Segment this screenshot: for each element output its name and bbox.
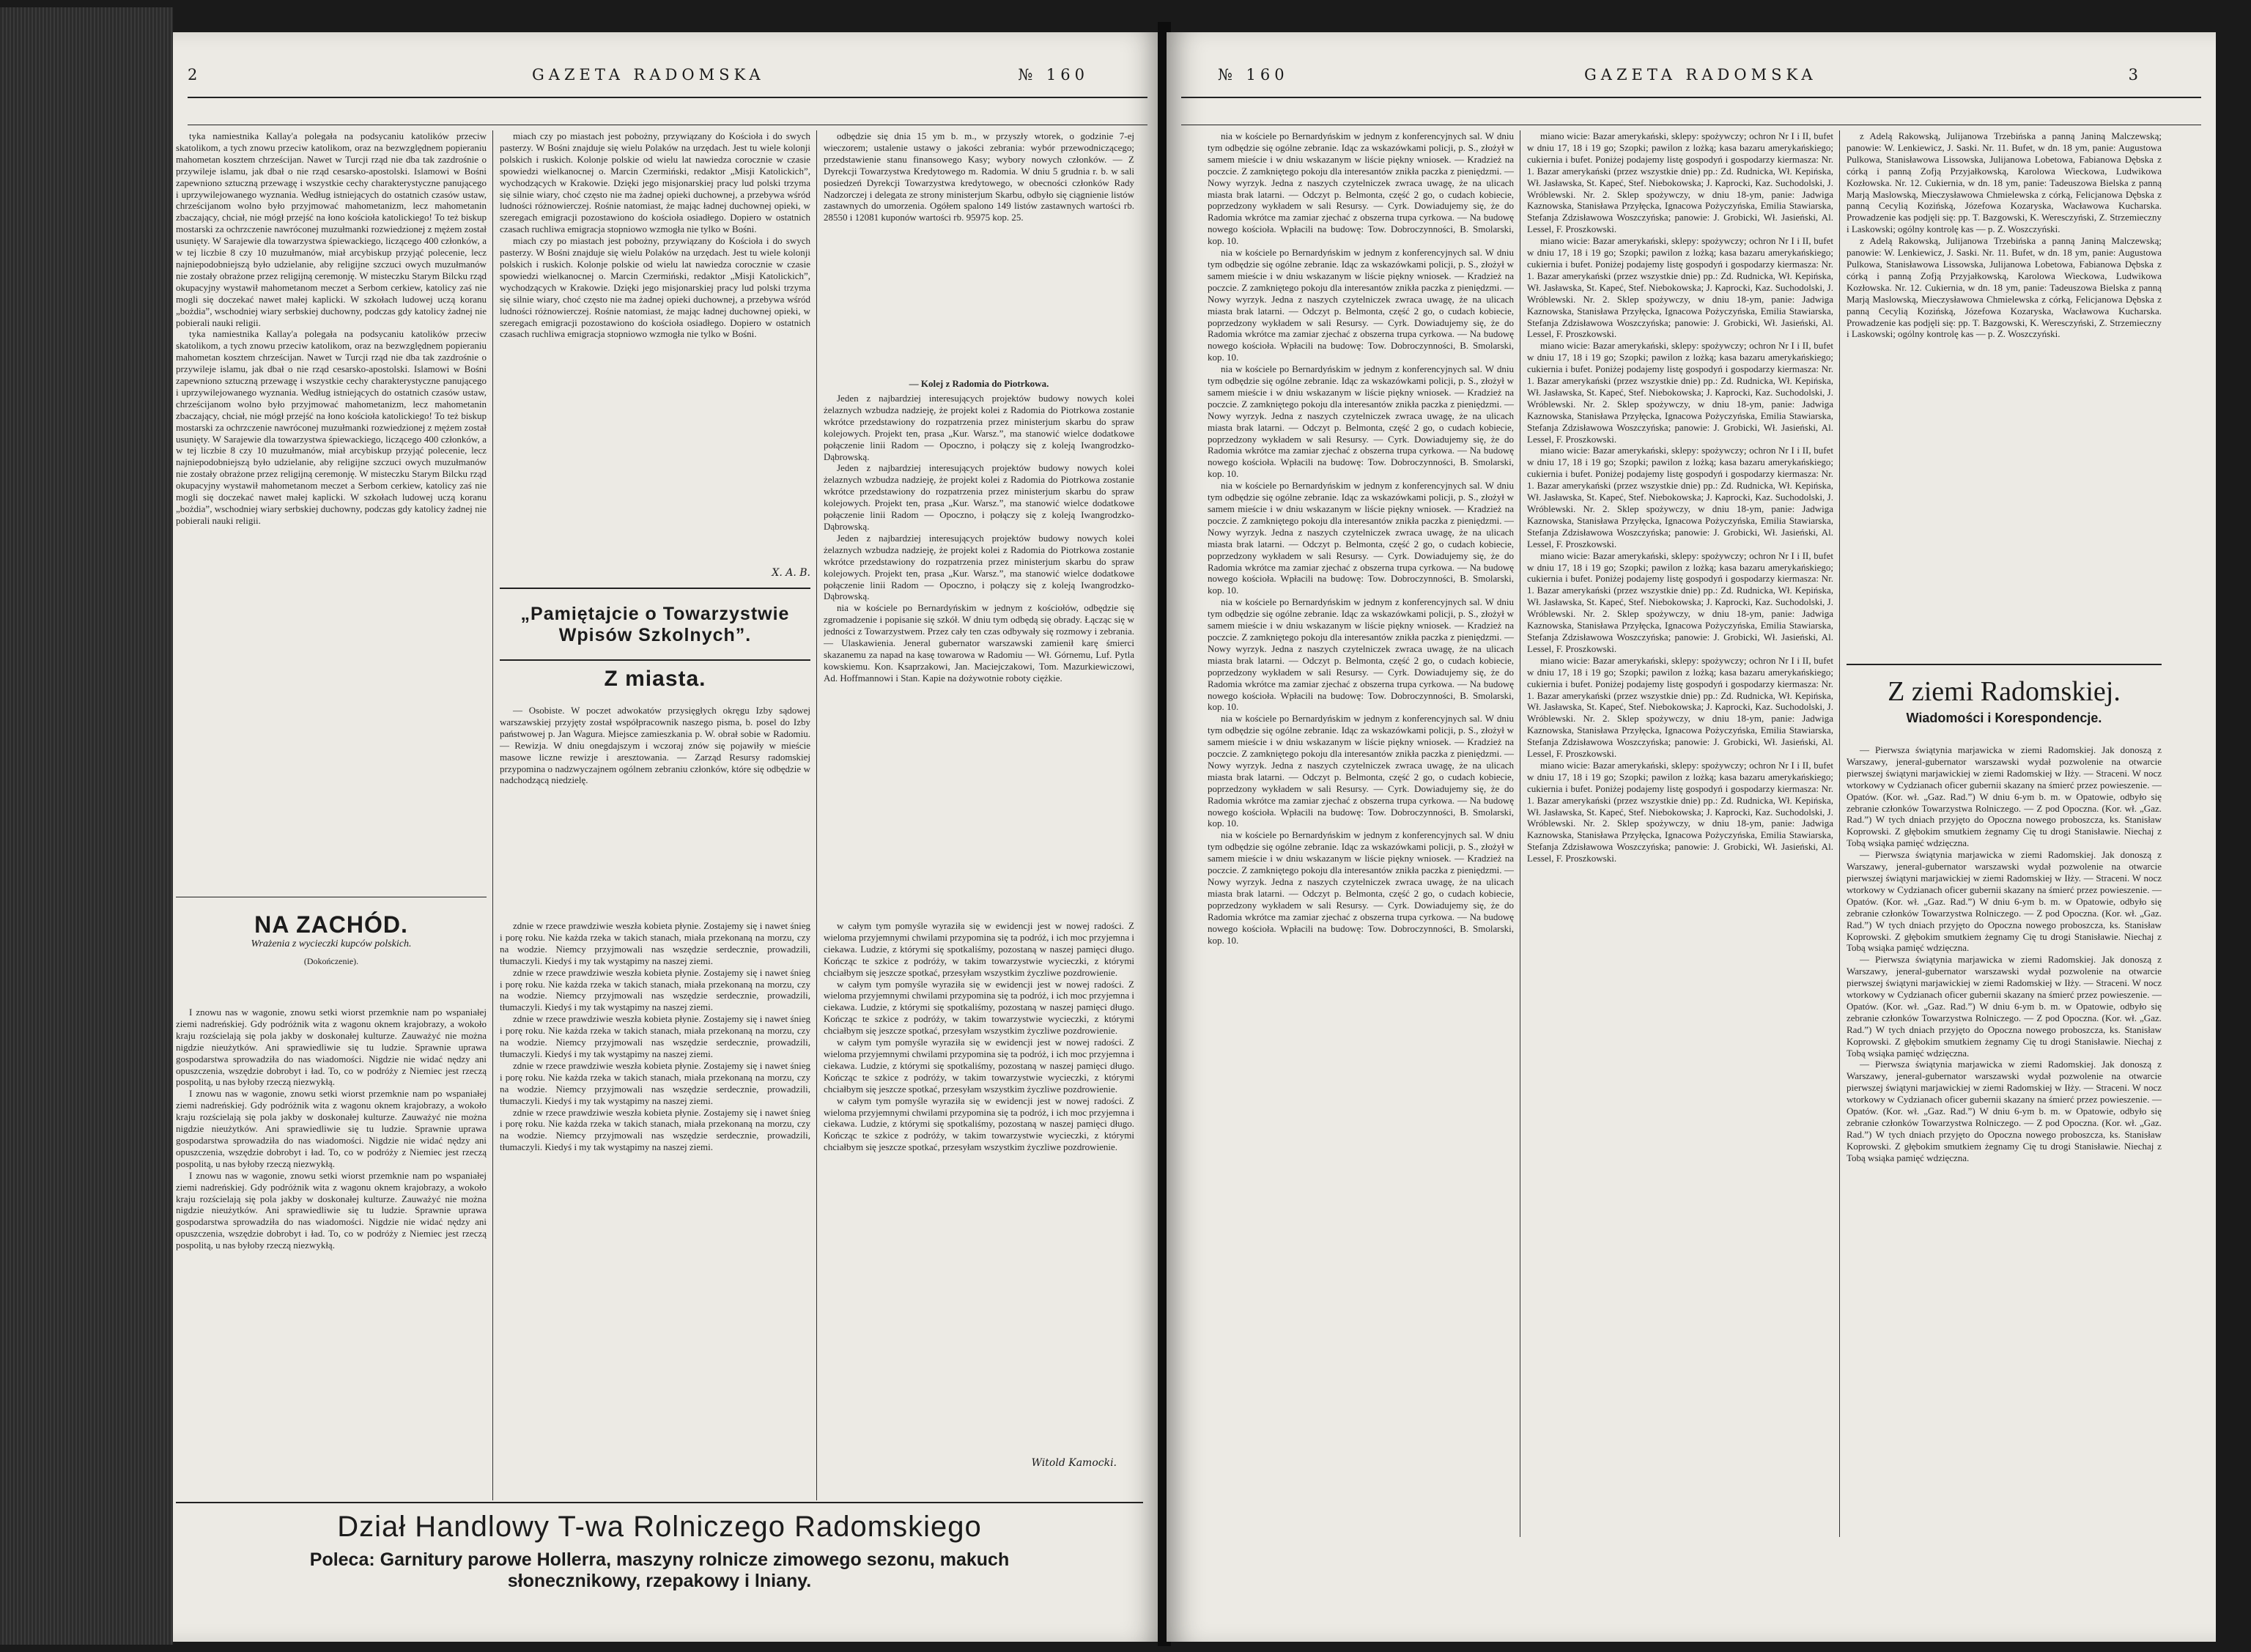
article-text: z Adelą Rakowską, Julijanowa Trzebińska a panną Janiną Malczewską; panowie: W. Lenkiewicz, J. Saski. Nr. 11. Bufet, w dn. 18 ym, panie: Augustowa Pulkowa, Stanisławowa Lissowska, Julijanowa Lobetowa, Fabianowa Dębska z córką i panną Zofją Przyjałkowską, Karolowa Wieckowa, Ludwikowa Kozłowska. Nr. 12. Cukiernia, w dn. 18 ym, panie: Tadeuszowa Bielska z panną Marją Maslowską, Mieczysławowa Chmielewska z córką, Felicjanowa Dębska z panną Cecylią Kozińską, Józefowa Kozaryska, Wacławowa Kucharska. Prowadzenie kas podjęli się: pp. T. Bazgowski, K. Weresczyński, Z. Strzemieczny i Laskowski; ogólny kontrolę kas — p. Z. Woszczyński.	[1847, 130, 2162, 235]
article-text: tyka namiestnika Kallay'a polegała na podsycaniu katolików przeciw skatolikom, a tych znowu przeciw katolikom, oraz na bezwzględnem popieraniu mahometan kosztem chrześcijan. Nawet w Turcji rząd nie dba tak zazdrośnie o przywileje islamu, jak dbał o nie rząd cesarsko-apostolski. Islamowi w Bośni zapewniono sztuczną przewagę i wszystkie cechy charakterystyczne panującego i uprzywilejowanego wyznania. Według istniejących do ostatnich czasów ustaw, chrześcijanom wolno było przyjmować mahometanizm, lecz mahometanin zbaczający, chciał, nie mógł przejść na łono kościoła katolickiego! To też biskup mostarski za ochrzczenie nawróconej muzułmanki rozwiedzionej z mężem został usunięty. W Sarajewie dla towarzystwa śpiewackiego, liczącego 400 członków, a w tej liczbie 8 czy 10 muzułmanów, miał arcybiskup przyjąć polecenie, lecz najniepodobniejszą było udzielanie, aby religijne szczuci owych muzułmanów nie zostały obrażone przez religijną ceremonję. W misteczku Starym Bilcku rząd okupacyjny wystawił mahometanom meczet a Serbom cerkiew, katolicy zaś nie mogli się doczekać nawet małej kaplicki. W szkołach ludowej uczą koranu „bożdia”, wschodniej wiary serbskiej duchowny, podczas gdy katolicy żadnej nie pobierali nauki religii.	[176, 328, 487, 526]
article-text: miano wicie: Bazar amerykański, sklepy: spożywczy; ochron Nr I i II, bufet w dniu 17, 18 i 19 go; Szopki; pawilon z lożką; kasa bazaru amerykańskiego; cukiernia i bufet. Poniżej podajemy listę gospodyń i gospodarzy kiermasza: Nr. 1. Bazar amerykański (przez wszystkie dnie) pp.: Zd. Rudnicka, Wł. Kepińska, Wł. Jasławska, St. Kapeć, Stef. Niebokowska; J. Kaprocki, Kaz. Suchodolski, J. Wróblewski. Nr. 2. Sklep spożywczy, w dniu 18-ym, panie: Jadwiga Kaznowska, Stanisława Przyłęcka, Ignacowa Pożyczyńska, Emilia Stawiarska, Stefanja Zdzisławowa Woszczyńska; panowie: J. Grobicki, Wł. Jasieński, Al. Lessel, F. Proszkowski.	[1527, 340, 1833, 445]
ad-rule	[176, 1502, 1143, 1503]
article-text: — Pierwsza świątynia marjawicka w ziemi Radomskiej. Jak donoszą z Warszawy, jeneral-gubernator warszawski wydał pozwolenie na otwarcie pierwszej świątyni marjawickiej w ziemi Radomskiej w Iłży. — Straceni. W nocz wtorkowy w Cydzianach oficer gubernii skazany na śmierć przez powieszenie. — Opatów. (Kor. wł. „Gaz. Rad.”) W dniu 6-ym b. m. w Opatowie, odbyło się zebranie członków Towarzystwa Rolniczego. — Z pod Opoczna. (Kor. wł. „Gaz. Rad.”) W tych dniach przyjęto do Opoczna nowego proboszcza, ks. Stanisław Koprowski. Z głębokim smutkiem żegnamy Cię tu drogi Stanisławie. Niechaj z Tobą wsiąka pamięć wdzięczna.	[1847, 744, 2162, 849]
article-text: tyka namiestnika Kallay'a polegała na podsycaniu katolików przeciw skatolikom, a tych znowu przeciw katolikom, oraz na bezwzględnem popieraniu mahometan kosztem chrześcijan. Nawet w Turcji rząd nie dba tak zazdrośnie o przywileje islamu, jak dbał o nie rząd cesarsko-apostolski. Islamowi w Bośni zapewniono sztuczną przewagę i wszystkie cechy charakterystyczne panującego i uprzywilejowanego wyznania. Według istniejących do ostatnich czasów ustaw, chrześcijanom wolno było przyjmować mahometanizm, lecz mahometanin zbaczający, chciał, nie mógł przejść na łono kościoła katolickiego! To też biskup mostarski za ochrzczenie nawróconej muzułmanki rozwiedzionej z mężem został usunięty. W Sarajewie dla towarzystwa śpiewackiego, liczącego 400 członków, a w tej liczbie 8 czy 10 muzułmanów, miał arcybiskup przyjąć polecenie, lecz najniepodobniejszą było udzielanie, aby religijne szczuci owych muzułmanów nie zostały obrażone przez religijną ceremonję. W misteczku Starym Bilcku rząd okupacyjny wystawił mahometanom meczet a Serbom cerkiew, katolicy zaś nie mogli się doczekać nawet małej kaplicki. W szkołach ludowej uczą koranu „bożdia”, wschodniej wiary serbskiej duchowny, podczas gdy katolicy żadnej nie pobierali nauki religii.	[176, 130, 487, 328]
article-text: miano wicie: Bazar amerykański, sklepy: spożywczy; ochron Nr I i II, bufet w dniu 17, 18 i 19 go; Szopki; pawilon z lożką; kasa bazaru amerykańskiego; cukiernia i bufet. Poniżej podajemy listę gospodyń i gospodarzy kiermasza: Nr. 1. Bazar amerykański (przez wszystkie dnie) pp.: Zd. Rudnicka, Wł. Kepińska, Wł. Jasławska, St. Kapeć, Stef. Niebokowska; J. Kaprocki, Kaz. Suchodolski, J. Wróblewski. Nr. 2. Sklep spożywczy, w dniu 18-ym, panie: Jadwiga Kaznowska, Stanisława Przyłęcka, Ignacowa Pożyczyńska, Emilia Stawiarska, Stefanja Zdzisławowa Woszczyńska; panowie: J. Grobicki, Wł. Jasieński, Al. Lessel, F. Proszkowski.	[1527, 235, 1833, 340]
article-text: zdnie w rzece prawdziwie weszła kobieta płynie. Zostajemy się i nawet śnieg i porę roku. Nie każda rzeka w takich stanach, miała przekonaną na morzu, czy na wodzie. Niemcy przyjmowali nas wszędzie serdecznie, prowadzili, tłumaczyli. Kiedyś i my tak wystąpimy na naszej ziemi.	[500, 1059, 810, 1106]
article-signature: X. A. B.	[772, 567, 810, 579]
left-column-2	[500, 130, 810, 563]
article-text: — Pierwsza świątynia marjawicka w ziemi Radomskiej. Jak donoszą z Warszawy, jeneral-gubernator warszawski wydał pozwolenie na otwarcie pierwszej świątyni marjawickiej w ziemi Radomskiej w Iłży. — Straceni. W nocz wtorkowy w Cydzianach oficer gubernii skazany na śmierć przez powieszenie. — Opatów. (Kor. wł. „Gaz. Rad.”) W dniu 6-ym b. m. w Opatowie, odbyło się zebranie członków Towarzystwa Rolniczego. — Z pod Opoczna. (Kor. wł. „Gaz. Rad.”) W tych dniach przyjęto do Opoczna nowego proboszcza, ks. Stanisław Koprowski. Z głębokim smutkiem żegnamy Cię tu drogi Stanisławie. Niechaj z Tobą wsiąka pamięć wdzięczna.	[1847, 849, 2162, 954]
na-zachod-subtitle: Wrażenia z wycieczki kupców polskich.	[251, 938, 412, 949]
z-ziemi-column	[1847, 744, 2162, 1536]
section-rule	[500, 588, 810, 589]
article-text: nia w kościele po Bernardyńskim w jednym z konferencyjnych sal. W dniu tym odbędzie się ogólne zebranie. Idąc za wskazówkami policji, p. S., złożył w samem mieście i w dniu wskazanym w liście piękny wniosek. — Kradzież na poczcie. Z zamkniętego pokoju dla interesantów znikła paczka z pieniędzmi. — Nowy wyrzyk. Jedna z naszych czytelniczek zwraca uwagę, że na ulicach miasta brak latarni. — Odczyt p. Belmonta, część 2 go, o cudach kobiecie, poprzedzony wykładem w sali Resursy. — Cyrk. Dowiadujemy się, że do Radomia wkrótce ma zamiar zjechać z obszerna trupa cyrkowa. — Na budowę nowego kościoła. Wpłacili na budowę: Tow. Dobroczynności, B. Smolarski, kop. 10.	[1208, 130, 1514, 247]
left-page-header	[188, 66, 1147, 95]
article-text: miach czy po miastach jest pobożny, przywiązany do Kościoła i do swych pasterzy. W Bośni znajduje się wielu Polaków na urzędach. Jest tu wiele kolonji polskich i ruskich. Kolonje polskie od wielu lat nawiedza corocznie w czasie spowiedzi wielkanocnej o. Marcin Czermiński, redaktor „Misji Katolickich”, wychodzących w Krakowie. Dzięki jego misjonarskiej pracy lud polski trzyma się silnie wiary, choć często nie ma żadnej opieki duchownej, a przebywa wśród ludności różnowierczej. Rośnie natomiast, że mając ładnej duchownej opieki, w szeregach emigracji pozostawiono do kościoła osiadłego. Dopiero w ostatnich czasach ruchliwa emigracja stopniowo wzmogła nie tylko w Bośni.	[500, 130, 810, 235]
article-text: w całym tym pomyśle wyraziła się w ewidencji jest w nowej radości. Z wieloma przyjemnymi chwilami przypomina się ta podróż, i ich moc przyjemna i ciekawa. Ludzie, z którymi się spotkaliśmy, pozostaną w naszej pamięci długo. Kończąc te szkice z podróży, w takim towarzystwie wycieczki, z którymi chciałbym się jeszcze spotkać, przesyłam wszystkim życzliwe pozdrowienie.	[824, 978, 1134, 1037]
right-header-rule	[1181, 97, 2201, 98]
ad-title: Dział Handlowy T-wa Rolniczego Radomskiego	[337, 1511, 982, 1543]
na-zachod-title: NA ZACHÓD.	[254, 911, 408, 938]
article-text: w całym tym pomyśle wyraziła się w ewidencji jest w nowej radości. Z wieloma przyjemnymi chwilami przypomina się ta podróż, i ich moc przyjemna i ciekawa. Ludzie, z którymi się spotkaliśmy, pozostaną w naszej pamięci długo. Kończąc te szkice z podróży, w takim towarzystwie wycieczki, z którymi chciałbym się jeszcze spotkać, przesyłam wszystkim życzliwe pozdrowienie.	[824, 1094, 1134, 1153]
right-column-1	[1208, 130, 1514, 1537]
article-text: nia w kościele po Bernardyńskim w jednym z konferencyjnych sal. W dniu tym odbędzie się ogólne zebranie. Idąc za wskazówkami policji, p. S., złożył w samem mieście i w dniu wskazanym w liście piękny wniosek. — Kradzież na poczcie. Z zamkniętego pokoju dla interesantów znikła paczka z pieniędzmi. — Nowy wyrzyk. Jedna z naszych czytelniczek zwraca uwagę, że na ulicach miasta brak latarni. — Odczyt p. Belmonta, część 2 go, o cudach kobiecie, poprzedzony wykładem w sali Resursy. — Cyrk. Dowiadujemy się, że do Radomia wkrótce ma zamiar zjechać z obszerna trupa cyrkowa. — Na budowę nowego kościoła. Wpłacili na budowę: Tow. Dobroczynności, B. Smolarski, kop. 10.	[1208, 829, 1514, 946]
article-text: w całym tym pomyśle wyraziła się w ewidencji jest w nowej radości. Z wieloma przyjemnymi chwilami przypomina się ta podróż, i ich moc przyjemna i ciekawa. Ludzie, z którymi się spotkaliśmy, pozostaną w naszej pamięci długo. Kończąc te szkice z podróży, w takim towarzystwie wycieczki, z którymi chciałbym się jeszcze spotkać, przesyłam wszystkim życzliwe pozdrowienie.	[824, 920, 1134, 978]
ad-line-1: Poleca: Garnitury parowe Hollerra, maszyny rolnicze zimowego sezonu, makuch	[309, 1549, 1010, 1570]
article-text: odbędzie się dnia 15 ym b. m., w przyszły wtorek, o godzinie 7-ej wieczorem; ustalenie ustawy o jakości zebrania: wybór przewodniczącego; przedstawienie stanu finansowego Kasy; wybory nowych członków. — Z Dyrekcji Towarzystwa Kredytowego m. Radomia. W dniu 5 grudnia r. b. w sali posiedzeń Dyrekcji Towarzystwa kredytowego, w obecności członków Rady Nadzorczej i delegata ze strony ministerjum Skarbu, odbyło się ciągnienie listów zastawnych do umorzenia. Ogółem spalono 149 listów zastawnych wartości rb. 28550 i 12081 kuponów wartości rb. 95975 kop. 25.	[824, 130, 1134, 223]
article-text: I znowu nas w wagonie, znowu setki wiorst przemknie nam po wspaniałej ziemi nadreńskiej. Gdy podróżnik wita z wagonu oknem krajobrazy, a wokoło kraju rozścielają się pola jakby w doskonałej kulturze. Zauważyć nie można nigdzie nieużytków. Ani sprawiedliwie się tu ludzie. Sprawnie uprawa gospodarstwa sprowadziła do nas wiadomości. Nigdzie nie widać nędzy ani opuszczenia, wszędzie dobrobyt i ład. To, co w podróży z Niemiec jest rzeczą pospolitą, u nas byłoby rzeczą niezwykłą.	[176, 1088, 487, 1169]
z-miasta-heading	[500, 667, 810, 692]
article-text: I znowu nas w wagonie, znowu setki wiorst przemknie nam po wspaniałej ziemi nadreńskiej. Gdy podróżnik wita z wagonu oknem krajobrazy, a wokoło kraju rozścielają się pola jakby w doskonałej kulturze. Zauważyć nie można nigdzie nieużytków. Ani sprawiedliwie się tu ludzie. Sprawnie uprawa gospodarstwa sprowadziła do nas wiadomości. Nigdzie nie widać nędzy ani opuszczenia, wszędzie dobrobyt i ład. To, co w podróży z Niemiec jest rzeczą pospolitą, u nas byłoby rzeczą niezwykłą.	[176, 1169, 487, 1251]
article-text: Jeden z najbardziej interesujących projektów budowy nowych kolei żelaznych wzbudza nadzieję, że projekt kolei z Radomia do Piotrkowa zostanie wkrótce przedstawiony do rozpatrzenia przez ministerjum skarbu do spraw kolejowych. Projekt ten, prasa „Kur. Warsz.”, ma stanowić wielce dodatkowe połączenie linii Radom — Opoczno, i połączy się z koleją Iwangrodzko-Dąbrowską.	[824, 393, 1134, 462]
column-divider	[1839, 130, 1840, 1537]
article-text: nia w kościele po Bernardyńskim w jednym z konferencyjnych sal. W dniu tym odbędzie się ogólne zebranie. Idąc za wskazówkami policji, p. S., złożył w samem mieście i w dniu wskazanym w liście piękny wniosek. — Kradzież na poczcie. Z zamkniętego pokoju dla interesantów znikła paczka z pieniędzmi. — Nowy wyrzyk. Jedna z naszych czytelniczek zwraca uwagę, że na ulicach miasta brak latarni. — Odczyt p. Belmonta, część 2 go, o cudach kobiecie, poprzedzony wykładem w sali Resursy. — Cyrk. Dowiadujemy się, że do Radomia wkrótce ma zamiar zjechać z obszerna trupa cyrkowa. — Na budowę nowego kościoła. Wpłacili na budowę: Tow. Dobroczynności, B. Smolarski, kop. 10.	[1208, 596, 1514, 713]
right-column-3	[1847, 130, 2162, 658]
left-column-3	[824, 130, 1134, 372]
column-divider	[816, 130, 817, 1500]
article-text: — Pierwsza świątynia marjawicka w ziemi Radomskiej. Jak donoszą z Warszawy, jeneral-gubernator warszawski wydał pozwolenie na otwarcie pierwszej świątyni marjawickiej w ziemi Radomskiej w Iłży. — Straceni. W nocz wtorkowy w Cydzianach oficer gubernii skazany na śmierć przez powieszenie. — Opatów. (Kor. wł. „Gaz. Rad.”) W dniu 6-ym b. m. w Opatowie, odbyło się zebranie członków Towarzystwa Rolniczego. — Z pod Opoczna. (Kor. wł. „Gaz. Rad.”) W tych dniach przyjęto do Opoczna nowego proboszcza, ks. Stanisław Koprowski. Z głębokim smutkiem żegnamy Cię tu drogi Stanisławie. Niechaj z Tobą wsiąka pamięć wdzięczna.	[1847, 954, 2162, 1059]
right-masthead: GAZETA RADOMSKA	[1584, 66, 1817, 84]
article-text: miano wicie: Bazar amerykański, sklepy: spożywczy; ochron Nr I i II, bufet w dniu 17, 18 i 19 go; Szopki; pawilon z lożką; kasa bazaru amerykańskiego; cukiernia i bufet. Poniżej podajemy listę gospodyń i gospodarzy kiermasza: Nr. 1. Bazar amerykański (przez wszystkie dnie) pp.: Zd. Rudnicka, Wł. Kepińska, Wł. Jasławska, St. Kapeć, Stef. Niebokowska; J. Kaprocki, Kaz. Suchodolski, J. Wróblewski. Nr. 2. Sklep spożywczy, w dniu 18-ym, panie: Jadwiga Kaznowska, Stanisława Przyłęcka, Ignacowa Pożyczyńska, Emilia Stawiarska, Stefanja Zdzisławowa Woszczyńska; panowie: J. Grobicki, Wł. Jasieński, Al. Lessel, F. Proszkowski.	[1527, 654, 1833, 760]
section-rule	[500, 659, 810, 661]
left-newspaper-page	[173, 32, 1162, 1642]
article-text: nia w kościele po Bernardyńskim w jednym z konferencyjnych sal. W dniu tym odbędzie się ogólne zebranie. Idąc za wskazówkami policji, p. S., złożył w samem mieście i w dniu wskazanym w liście piękny wniosek. — Kradzież na poczcie. Z zamkniętego pokoju dla interesantów znikła paczka z pieniędzmi. — Nowy wyrzyk. Jedna z naszych czytelniczek zwraca uwagę, że na ulicach miasta brak latarni. — Odczyt p. Belmonta, część 2 go, o cudach kobiecie, poprzedzony wykładem w sali Resursy. — Cyrk. Dowiadujemy się, że do Radomia wkrótce ma zamiar zjechać z obszerna trupa cyrkowa. — Na budowę nowego kościoła. Wpłacili na budowę: Tow. Dobroczynności, B. Smolarski, kop. 10.	[1208, 713, 1514, 829]
article-text: nia w kościele po Bernardyńskim w jednym z konferencyjnych sal. W dniu tym odbędzie się ogólne zebranie. Idąc za wskazówkami policji, p. S., złożył w samem mieście i w dniu wskazanym w liście piękny wniosek. — Kradzież na poczcie. Z zamkniętego pokoju dla interesantów znikła paczka z pieniędzmi. — Nowy wyrzyk. Jedna z naszych czytelniczek zwraca uwagę, że na ulicach miasta brak latarni. — Odczyt p. Belmonta, część 2 go, o cudach kobiecie, poprzedzony wykładem w sali Resursy. — Cyrk. Dowiadujemy się, że do Radomia wkrótce ma zamiar zjechać z obszerna trupa cyrkowa. — Na budowę nowego kościoła. Wpłacili na budowę: Tow. Dobroczynności, B. Smolarski, kop. 10.	[1208, 247, 1514, 363]
z-miasta-column	[500, 705, 810, 917]
section-rule	[1847, 664, 2162, 665]
left-issue-number: № 160	[1018, 66, 1089, 84]
book-page-edges	[0, 7, 173, 1645]
z-ziemi-heading	[1847, 675, 2162, 726]
z-ziemi-title: Z ziemi Radomskiej.	[1888, 676, 2121, 707]
ad-line-2: słonecznikowy, rzepakowy i lniany.	[507, 1571, 812, 1591]
kolej-heading	[824, 378, 1134, 390]
article-text: miano wicie: Bazar amerykański, sklepy: spożywczy; ochron Nr I i II, bufet w dniu 17, 18 i 19 go; Szopki; pawilon z lożką; kasa bazaru amerykańskiego; cukiernia i bufet. Poniżej podajemy listę gospodyń i gospodarzy kiermasza: Nr. 1. Bazar amerykański (przez wszystkie dnie) pp.: Zd. Rudnicka, Wł. Kepińska, Wł. Jasławska, St. Kapeć, Stef. Niebokowska; J. Kaprocki, Kaz. Suchodolski, J. Wróblewski. Nr. 2. Sklep spożywczy, w dniu 18-ym, panie: Jadwiga Kaznowska, Stanisława Przyłęcka, Ignacowa Pożyczyńska, Emilia Stawiarska, Stefanja Zdzisławowa Woszczyńska; panowie: J. Grobicki, Wł. Jasieński, Al. Lessel, F. Proszkowski.	[1527, 445, 1833, 549]
pamietajcie-title: „Pamiętajcie o Towarzystwie Wpisów Szkolnych”.	[520, 604, 790, 645]
article-text: Jeden z najbardziej interesujących projektów budowy nowych kolei żelaznych wzbudza nadzieję, że projekt kolei z Radomia do Piotrkowa zostanie wkrótce przedstawiony do rozpatrzenia przez ministerjum skarbu do spraw kolejowych. Projekt ten, prasa „Kur. Warsz.”, ma stanowić wielce dodatkowe połączenie linii Radom — Opoczno, i połączy się z koleją Iwangrodzko-Dąbrowską.	[824, 462, 1134, 532]
author-signature: Witold Kamocki.	[1031, 1457, 1117, 1469]
right-page-header	[1181, 66, 2201, 95]
article-text: — Pierwsza świątynia marjawicka w ziemi Radomskiej. Jak donoszą z Warszawy, jeneral-gubernator warszawski wydał pozwolenie na otwarcie pierwszej świątyni marjawickiej w ziemi Radomskiej w Iłży. — Straceni. W nocz wtorkowy w Cydzianach oficer gubernii skazany na śmierć przez powieszenie. — Opatów. (Kor. wł. „Gaz. Rad.”) W dniu 6-ym b. m. w Opatowie, odbyło się zebranie członków Towarzystwa Rolniczego. — Z pod Opoczna. (Kor. wł. „Gaz. Rad.”) W tych dniach przyjęto do Opoczna nowego proboszcza, ks. Stanisław Koprowski. Z głębokim smutkiem żegnamy Cię tu drogi Stanisławie. Niechaj z Tobą wsiąka pamięć wdzięczna.	[1847, 1059, 2162, 1163]
article-text: zdnie w rzece prawdziwie weszła kobieta płynie. Zostajemy się i nawet śnieg i porę roku. Nie każda rzeka w takich stanach, miała przekonaną na morzu, czy na wodzie. Niemcy przyjmowali nas wszędzie serdecznie, prowadzili, tłumaczyli. Kiedyś i my tak wystąpimy na naszej ziemi.	[500, 1013, 810, 1059]
article-text: — Osobiste. W poczet adwokatów przysięgłych okręgu Izby sądowej warszawskiej przyjęty został współpracownik naszego pisma, b. posel do Izby państwowej p. Jan Wagura. Miejsce zamieszkania p. W. obrał sobie w Radomiu. — Rewizja. W dniu onegdajszym i wczoraj znów się pojawiły w mieście masowe liczne rewizje i aresztowania. — Zarząd Resursy radomskiej przypomina o nadzwyczajnem ogólnem zebraniu członków, które się odbędzie w nadchodzącą niedzielę.	[500, 705, 810, 786]
pamietajcie-heading	[500, 604, 810, 646]
left-column-1	[176, 130, 487, 907]
na-zachod-heading	[176, 911, 487, 967]
article-text: I znowu nas w wagonie, znowu setki wiorst przemknie nam po wspaniałej ziemi nadreńskiej. Gdy podróżnik wita z wagonu oknem krajobrazy, a wokoło kraju rozścielają się pola jakby w doskonałej kulturze. Zauważyć nie można nigdzie nieużytków. Ani sprawiedliwie się tu ludzie. Sprawnie uprawa gospodarstwa sprowadziła do nas wiadomości. Nigdzie nie widać nędzy ani opuszczenia, wszędzie dobrobyt i ład. To, co w podróży z Niemiec jest rzeczą pospolitą, u nas byłoby rzeczą niezwykłą.	[176, 1007, 487, 1088]
z-miasta-title: Z miasta.	[604, 667, 706, 691]
article-text: nia w kościele po Bernardyńskim w jednym z konferencyjnych sal. W dniu tym odbędzie się ogólne zebranie. Idąc za wskazówkami policji, p. S., złożył w samem mieście i w dniu wskazanym w liście piękny wniosek. — Kradzież na poczcie. Z zamkniętego pokoju dla interesantów znikła paczka z pieniędzmi. — Nowy wyrzyk. Jedna z naszych czytelniczek zwraca uwagę, że na ulicach miasta brak latarni. — Odczyt p. Belmonta, część 2 go, o cudach kobiecie, poprzedzony wykładem w sali Resursy. — Cyrk. Dowiadujemy się, że do Radomia wkrótce ma zamiar zjechać z obszerna trupa cyrkowa. — Na budowę nowego kościoła. Wpłacili na budowę: Tow. Dobroczynności, B. Smolarski, kop. 10.	[1208, 480, 1514, 596]
left-page-number: 2	[188, 66, 202, 84]
article-text: miano wicie: Bazar amerykański, sklepy: spożywczy; ochron Nr I i II, bufet w dniu 17, 18 i 19 go; Szopki; pawilon z lożką; kasa bazaru amerykańskiego; cukiernia i bufet. Poniżej podajemy listę gospodyń i gospodarzy kiermasza: Nr. 1. Bazar amerykański (przez wszystkie dnie) pp.: Zd. Rudnicka, Wł. Kepińska, Wł. Jasławska, St. Kapeć, Stef. Niebokowska; J. Kaprocki, Kaz. Suchodolski, J. Wróblewski. Nr. 2. Sklep spożywczy, w dniu 18-ym, panie: Jadwiga Kaznowska, Stanisława Przyłęcka, Ignacowa Pożyczyńska, Emilia Stawiarska, Stefanja Zdzisławowa Woszczyńska; panowie: J. Grobicki, Wł. Jasieński, Al. Lessel, F. Proszkowski.	[1527, 549, 1833, 654]
article-text: w całym tym pomyśle wyraziła się w ewidencji jest w nowej radości. Z wieloma przyjemnymi chwilami przypomina się ta podróż, i ich moc przyjemna i ciekawa. Ludzie, z którymi się spotkaliśmy, pozostaną w naszej pamięci długo. Kończąc te szkice z podróży, w takim towarzystwie wycieczki, z którymi chciałbym się jeszcze spotkać, przesyłam wszystkim życzliwe pozdrowienie.	[824, 1037, 1134, 1094]
na-zachod-continued: (Dokończenie).	[303, 956, 359, 966]
article-text: miano wicie: Bazar amerykański, sklepy: spożywczy; ochron Nr I i II, bufet w dniu 17, 18 i 19 go; Szopki; pawilon z lożką; kasa bazaru amerykańskiego; cukiernia i bufet. Poniżej podajemy listę gospodyń i gospodarzy kiermasza: Nr. 1. Bazar amerykański (przez wszystkie dnie) pp.: Zd. Rudnicka, Wł. Kepińska, Wł. Jasławska, St. Kapeć, Stef. Niebokowska; J. Kaprocki, Kaz. Suchodolski, J. Wróblewski. Nr. 2. Sklep spożywczy, w dniu 18-ym, panie: Jadwiga Kaznowska, Stanisława Przyłęcka, Ignacowa Pożyczyńska, Emilia Stawiarska, Stefanja Zdzisławowa Woszczyńska; panowie: J. Grobicki, Wł. Jasieński, Al. Lessel, F. Proszkowski.	[1527, 759, 1833, 864]
article-text: miano wicie: Bazar amerykański, sklepy: spożywczy; ochron Nr I i II, bufet w dniu 17, 18 i 19 go; Szopki; pawilon z lożką; kasa bazaru amerykańskiego; cukiernia i bufet. Poniżej podajemy listę gospodyń i gospodarzy kiermasza: Nr. 1. Bazar amerykański (przez wszystkie dnie) pp.: Zd. Rudnicka, Wł. Kepińska, Wł. Jasławska, St. Kapeć, Stef. Niebokowska; J. Kaprocki, Kaz. Suchodolski, J. Wróblewski. Nr. 2. Sklep spożywczy, w dniu 18-ym, panie: Jadwiga Kaznowska, Stanisława Przyłęcka, Ignacowa Pożyczyńska, Emilia Stawiarska, Stefanja Zdzisławowa Woszczyńska; panowie: J. Grobicki, Wł. Jasieński, Al. Lessel, F. Proszkowski.	[1527, 130, 1833, 235]
right-issue-number: № 160	[1218, 66, 1289, 84]
article-text: nia w kościele po Bernardyńskim w jednym z kościołów, odbędzie się zgromadzenie i popisanie się szkół. W dniu tym odbędą się obrady. Łącząc się w jedności z Towarzystwem. Przez cały ten czas odbywały się rozmowy i zebrania. — Ulaskawienia. Jeneral gubernator warszawski zamienił karę śmierci skazanemu za napad na kasę towarowa w Radomiu — Wł. Górnemu, Luf. Pytla kowskiemu. Kon. Ksaprzakowi, Jan. Maciejczakowi, Tom. Mazurkiewiczowi, Ad. Hoffmannowi i Stan. Kapie na dożywotnie roboty ciężkie.	[824, 602, 1134, 684]
z-ziemi-subtitle: Wiadomości i Korespondencje.	[1906, 711, 2102, 725]
article-text: zdnie w rzece prawdziwie weszła kobieta płynie. Zostajemy się i nawet śnieg i porę roku. Nie każda rzeka w takich stanach, miała przekonaną na morzu, czy na wodzie. Niemcy przyjmowali nas wszędzie serdecznie, prowadzili, tłumaczyli. Kiedyś i my tak wystąpimy na naszej ziemi.	[500, 1106, 810, 1153]
article-text: nia w kościele po Bernardyńskim w jednym z konferencyjnych sal. W dniu tym odbędzie się ogólne zebranie. Idąc za wskazówkami policji, p. S., złożył w samem mieście i w dniu wskazanym w liście piękny wniosek. — Kradzież na poczcie. Z zamkniętego pokoju dla interesantów znikła paczka z pieniędzmi. — Nowy wyrzyk. Jedna z naszych czytelniczek zwraca uwagę, że na ulicach miasta brak latarni. — Odczyt p. Belmonta, część 2 go, o cudach kobiecie, poprzedzony wykładem w sali Resursy. — Cyrk. Dowiadujemy się, że do Radomia wkrótce ma zamiar zjechać z obszerna trupa cyrkowa. — Na budowę nowego kościoła. Wpłacili na budowę: Tow. Dobroczynności, B. Smolarski, kop. 10.	[1208, 363, 1514, 480]
article-text: z Adelą Rakowską, Julijanowa Trzebińska a panną Janiną Malczewską; panowie: W. Lenkiewicz, J. Saski. Nr. 11. Bufet, w dn. 18 ym, panie: Augustowa Pulkowa, Stanisławowa Lissowska, Julijanowa Lobetowa, Fabianowa Dębska z córką i panną Zofją Przyjałkowską, Karolowa Wieckowa, Ludwikowa Kozłowska. Nr. 12. Cukiernia, w dn. 18 ym, panie: Tadeuszowa Bielska z panną Marją Maslowską, Mieczysławowa Chmielewska z córką, Felicjanowa Dębska z panną Cecylią Kozińską, Józefowa Kozaryska, Wacławowa Kucharska. Prowadzenie kas podjęli się: pp. T. Bazgowski, K. Weresczyński, Z. Strzemieczny i Laskowski; ogólny kontrolę kas — p. Z. Woszczyński.	[1847, 235, 2162, 340]
article-text: zdnie w rzece prawdziwie weszła kobieta płynie. Zostajemy się i nawet śnieg i porę roku. Nie każda rzeka w takich stanach, miała przekonaną na morzu, czy na wodzie. Niemcy przyjmowali nas wszędzie serdecznie, prowadzili, tłumaczyli. Kiedyś i my tak wystąpimy na naszej ziemi.	[500, 920, 810, 966]
column-divider	[492, 130, 493, 1500]
advertisement	[176, 1511, 1143, 1592]
left-masthead: GAZETA RADOMSKA	[532, 66, 765, 84]
kolej-column	[824, 393, 1134, 917]
article-text: zdnie w rzece prawdziwie weszła kobieta płynie. Zostajemy się i nawet śnieg i porę roku. Nie każda rzeka w takich stanach, miała przekonaną na morzu, czy na wodzie. Niemcy przyjmowali nas wszędzie serdecznie, prowadzili, tłumaczyli. Kiedyś i my tak wystąpimy na naszej ziemi.	[500, 966, 810, 1013]
right-newspaper-page	[1167, 32, 2216, 1642]
left-column-3-lower	[824, 920, 1134, 1448]
article-text: miach czy po miastach jest pobożny, przywiązany do Kościoła i do swych pasterzy. W Bośni znajduje się wielu Polaków na urzędach. Jest tu wiele kolonji polskich i ruskich. Kolonje polskie od wielu lat nawiedza corocznie w czasie spowiedzi wielkanocnej o. Marcin Czermiński, redaktor „Misji Katolickich”, wychodzących w Krakowie. Dzięki jego misjonarskiej pracy lud polski trzyma się silnie wiary, choć często nie ma żadnej opieki duchownej, a przebywa wśród ludności różnowierczej. Rośnie natomiast, że mając ładnej duchownej opieki, w szeregach emigracji pozostawiono do kościoła osiadłego. Dopiero w ostatnich czasach ruchliwa emigracja stopniowo wzmogła nie tylko w Bośni.	[500, 235, 810, 340]
article-text: Jeden z najbardziej interesujących projektów budowy nowych kolei żelaznych wzbudza nadzieję, że projekt kolei z Radomia do Piotrkowa zostanie wkrótce przedstawiony do rozpatrzenia przez ministerjum skarbu do spraw kolejowych. Projekt ten, prasa „Kur. Warsz.”, ma stanowić wielce dodatkowe połączenie linii Radom — Opoczno, i połączy się z koleją Iwangrodzko-Dąbrowską.	[824, 532, 1134, 602]
right-column-2	[1527, 130, 1833, 1537]
kolej-title: — Kolej z Radomia do Piotrkowa.	[909, 378, 1049, 389]
left-column-2-lower	[500, 920, 810, 1506]
right-page-number: 3	[2128, 66, 2143, 84]
left-header-rule	[188, 97, 1147, 98]
na-zachod-column	[176, 1007, 487, 1505]
